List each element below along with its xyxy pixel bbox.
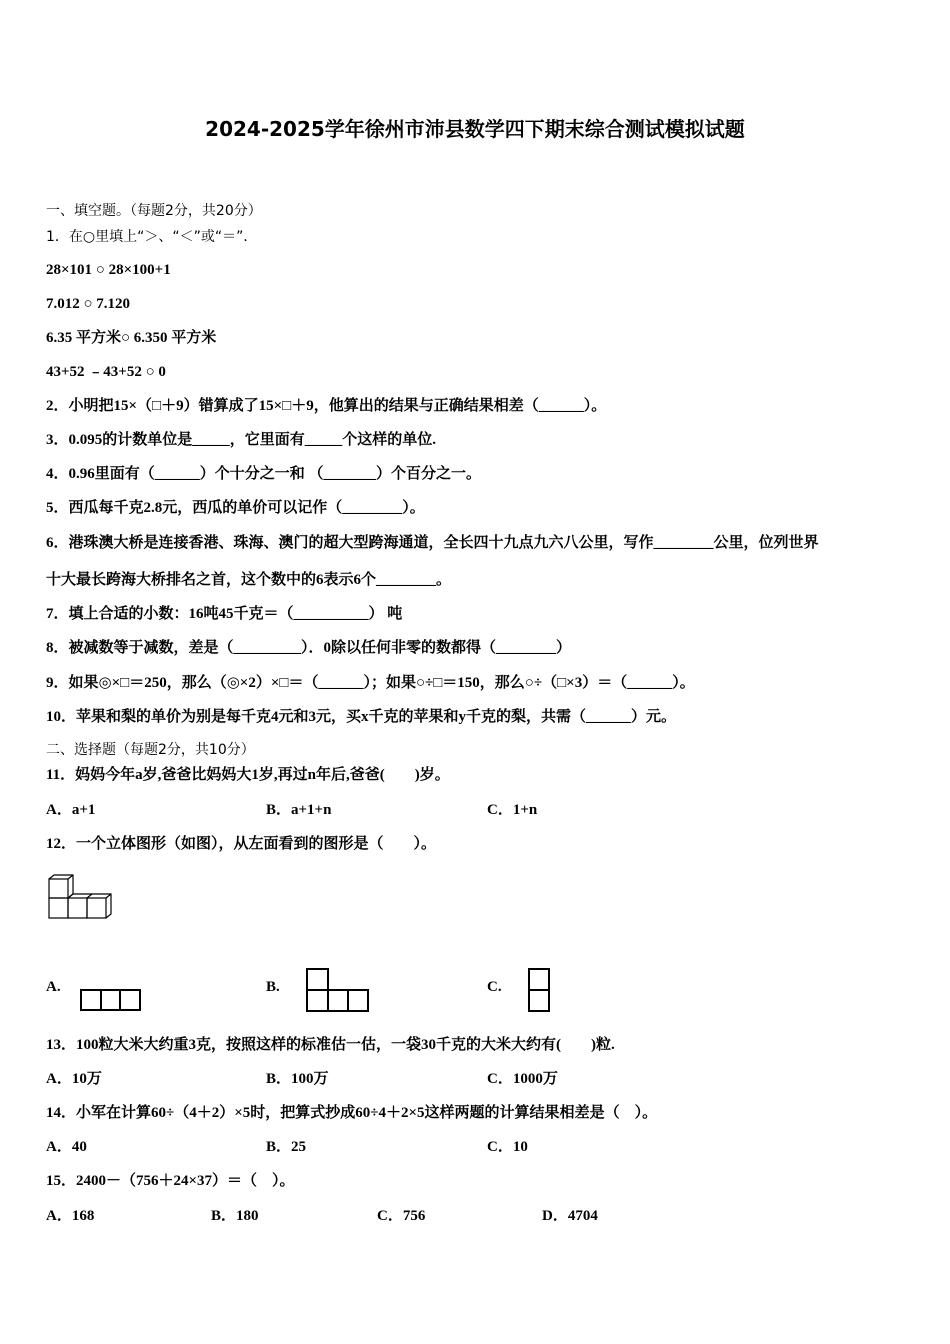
- question-9: 9．如果◎×□＝250，那么（◎×2）×□＝（______）；如果○÷□＝150，那么○÷（□×3）＝（______）。: [46, 675, 695, 691]
- question-11: 11．妈妈今年a岁,爸爸比妈妈大1岁,再过n年后,爸爸( )岁。: [46, 767, 450, 783]
- q1-item: 28×101 ○ 28×100+1: [46, 262, 171, 278]
- q1-item: 6.35 平方米○ 6.350 平方米: [46, 330, 217, 346]
- question-10: 10．苹果和梨的单价为别是每千克4元和3元，买x千克的苹果和y千克的梨，共需（______）元。: [46, 709, 677, 725]
- question-3: 3．0.095的计数单位是_____，它里面有_____个这样的单位.: [46, 432, 437, 448]
- question-6-cont: 十大最长跨海大桥排名之首，这个数中的6表示6个________。: [46, 572, 452, 588]
- option-b: B.: [266, 979, 280, 995]
- section-heading: 一、填空题。（每题2分，共20分）: [46, 203, 262, 219]
- option-b: B．180: [211, 1208, 259, 1224]
- option-c: C．1+n: [487, 802, 538, 818]
- option-b: B．100万: [266, 1071, 329, 1087]
- option-a-figure: [80, 989, 143, 1013]
- option-c: C．1000万: [487, 1071, 558, 1087]
- question-2: 2．小明把15×（□＋9）错算成了15×□＋9，他算出的结果与正确结果相差（______）。: [46, 398, 607, 414]
- option-a: A．10万: [46, 1071, 102, 1087]
- option-b-figure: [306, 968, 374, 1014]
- option-c: C．756: [377, 1208, 426, 1224]
- option-a: A．a+1: [46, 802, 96, 818]
- q1-item: 43+52 ﹣43+52 ○ 0: [46, 364, 166, 380]
- question-7: 7．填上合适的小数：16吨45千克＝（__________） 吨: [46, 606, 403, 622]
- option-c-figure: [528, 968, 552, 1014]
- option-a: A．40: [46, 1139, 87, 1155]
- question-6: 6．港珠澳大桥是连接香港、珠海、澳门的超大型跨海通道，全长四十九点九六八公里，写作________公里，位列世界: [46, 535, 819, 551]
- option-b: B．a+1+n: [266, 802, 332, 818]
- section-heading: 二、选择题（每题2分，共10分）: [46, 742, 255, 758]
- question-13: 13．100粒大米大约重3克，按照这样的标准估一估，一袋30千克的大米大约有( )粒.: [46, 1037, 615, 1053]
- option-a: A.: [46, 979, 61, 995]
- page-title: 2024-2025学年徐州市沛县数学四下期末综合测试模拟试题: [205, 117, 745, 141]
- option-c: C.: [487, 979, 502, 995]
- question-4: 4．0.96里面有（______）个十分之一和 （_______）个百分之一。: [46, 466, 482, 482]
- q1-item: 7.012 ○ 7.120: [46, 296, 131, 312]
- question-14: 14．小军在计算60÷（4＋2）×5时，把算式抄成60÷4＋2×5这样两题的计算结果相差是（ ）。: [46, 1105, 658, 1121]
- option-c: C．10: [487, 1139, 528, 1155]
- option-a: A．168: [46, 1208, 95, 1224]
- question-15: 15．2400－（756＋24×37）＝（ ）。: [46, 1173, 295, 1189]
- option-b: B．25: [266, 1139, 307, 1155]
- question-12: 12．一个立体图形（如图），从左面看到的图形是（ ）。: [46, 836, 437, 852]
- cube-figure: [46, 872, 121, 922]
- option-d: D．4704: [542, 1208, 598, 1224]
- question-1: 1．在○里填上“＞、“＜”或“＝”．: [46, 229, 258, 245]
- question-8: 8．被减数等于减数，差是（_________）．0除以任何非零的数都得（________）: [46, 640, 572, 656]
- question-5: 5．西瓜每千克2.8元，西瓜的单价可以记作（________）。: [46, 500, 425, 516]
